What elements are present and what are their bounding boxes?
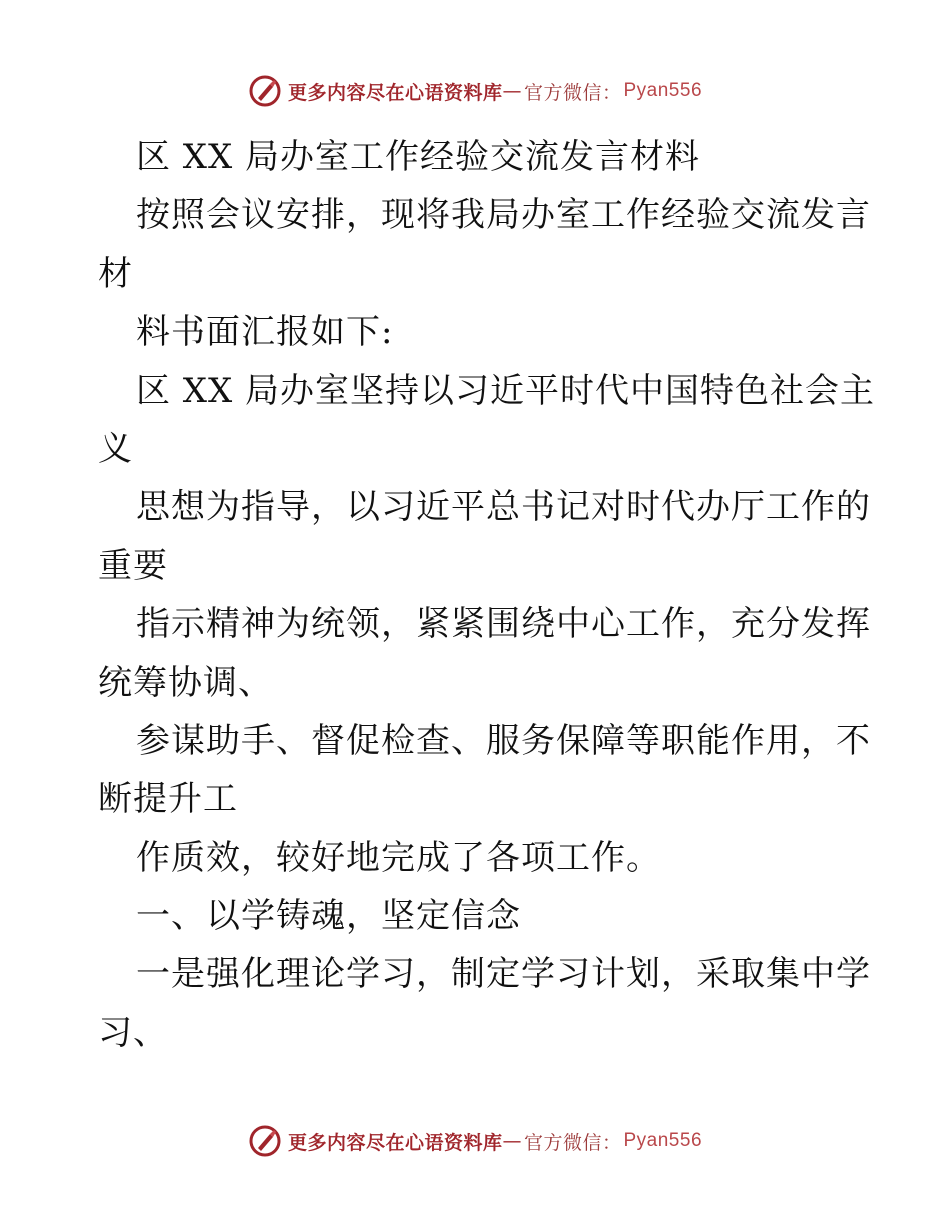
text-line: 统筹协调、 — [98, 662, 273, 703]
watermark-main-text: 更多内容尽在心语资料库 — [287, 1131, 503, 1154]
pen-logo-icon — [248, 1124, 282, 1158]
document-body — [98, 128, 876, 1062]
text-line: 义 — [98, 428, 133, 469]
pen-logo-icon — [248, 74, 282, 108]
text-line: 作质效，较好地完成了各项工作。 — [136, 837, 661, 878]
text-line: 指示精神为统领，紧紧围绕中心工作，充分发挥 — [136, 604, 871, 645]
watermark-official-label: 官方微信： — [523, 81, 622, 104]
text-line: 重要 — [98, 545, 168, 586]
text-line: 料书面汇报如下: — [136, 312, 394, 353]
text-line: 习、 — [98, 1012, 168, 1053]
header-watermark — [0, 74, 950, 108]
text-line: 按照会议安排，现将我局办室工作经验交流发言 — [136, 195, 871, 236]
text-line: 一是强化理论学习，制定学习计划，采取集中学 — [136, 954, 871, 995]
footer-watermark — [0, 1124, 950, 1158]
text-line: 思想为指导，以习近平总书记对时代办厅工作的 — [136, 487, 871, 528]
text-line: 材 — [98, 253, 133, 294]
watermark-dash: — — [502, 80, 522, 102]
watermark-dash: — — [502, 1130, 522, 1152]
watermark-wechat-id: Pyan556 — [623, 80, 703, 101]
watermark-main-text: 更多内容尽在心语资料库 — [287, 81, 503, 104]
section-heading: 一、以学铸魂，坚定信念 — [136, 896, 521, 937]
document-title: 区 XX 局办室工作经验交流发言材料 — [136, 137, 701, 177]
text-line: 区 XX 局办室坚持以习近平时代中国特色社会主 — [136, 370, 876, 411]
watermark-wechat-id: Pyan556 — [623, 1130, 703, 1151]
text-line: 参谋助手、督促检查、服务保障等职能作用，不 — [136, 720, 871, 761]
text-line: 断提升工 — [98, 779, 238, 820]
watermark-official-label: 官方微信： — [523, 1131, 622, 1154]
